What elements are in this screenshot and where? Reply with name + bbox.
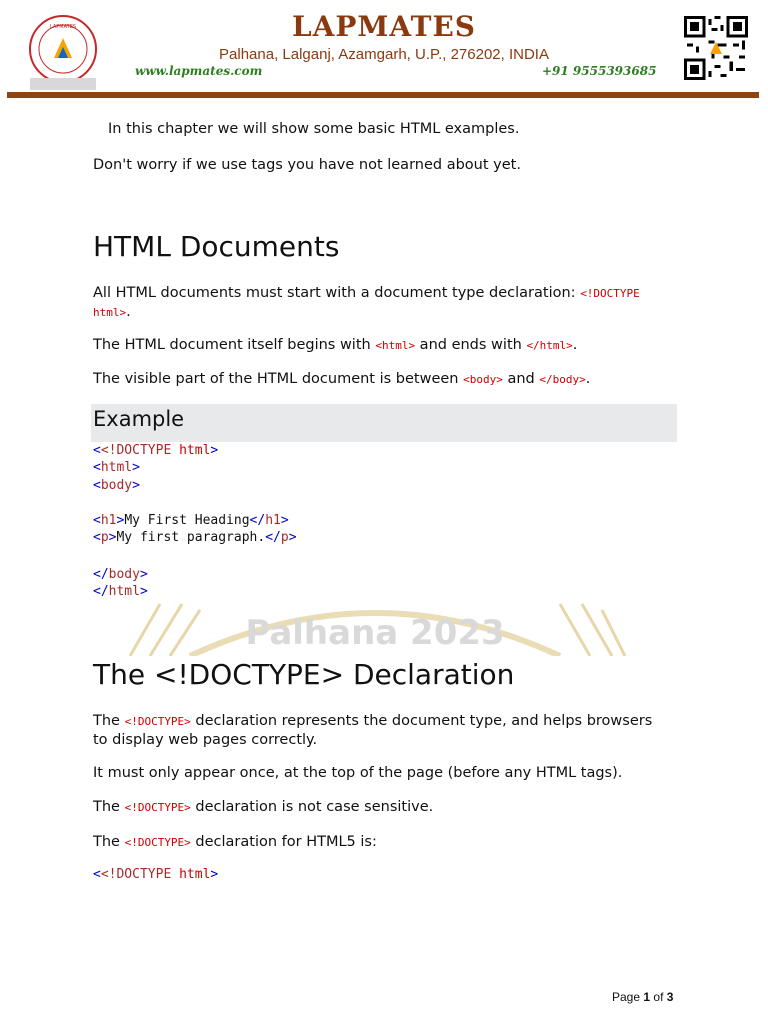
code-line-h1: <h1>My First Heading</h1> [93,513,289,528]
brand-title: LAPMATES [291,10,477,43]
code-line-html-open: <html> [93,460,140,475]
page-number: Page 1 of 3 [612,990,674,1004]
paragraph-html-begins-ends: The HTML document itself begins with <html> and ends with </html>. [93,337,578,353]
paragraph-case-sensitive: The <!DOCTYPE> declaration is not case sensitive. [93,799,434,815]
code-line-p: <p>My first paragraph.</p> [93,530,297,545]
phone-number: +91 9555393685 [542,64,657,78]
intro-line-1: In this chapter we will show some basic HTML examples. [108,121,520,137]
qr-code-icon [684,16,748,80]
code-line-body-close: </body> [93,567,148,582]
paragraph-html5-doctype: The <!DOCTYPE> declaration for HTML5 is: [93,834,377,850]
header-rule [7,92,759,98]
heading-doctype-declaration: The <!DOCTYPE> Declaration [93,658,515,691]
code-line-body-open: <body> [93,478,140,493]
heading-html-documents: HTML Documents [93,230,340,263]
address: Palhana, Lalganj, Azamgarh, U.P., 276202, INDIA [219,46,549,63]
logo-base [30,78,96,90]
watermark-seal [120,600,630,656]
paragraph-doctype-represents: The <!DOCTYPE> declaration represents the document type, and helps browsers to display web pages correctly. [93,713,653,748]
paragraph-doctype-requirement: All HTML documents must start with a document type declaration: <!DOCTYPE html>. [93,285,640,320]
example-title: Example [93,407,185,431]
svg-text:Palhana 2023: Palhana 2023 [245,613,505,653]
website-link[interactable]: www.lapmates.com [135,64,263,78]
code-line-html5-doctype: <<!DOCTYPE html> [93,867,219,882]
intro-line-2: Don't worry if we use tags you have not learned about yet. [93,157,521,173]
paragraph-visible-part: The visible part of the HTML document is between <body> and </body>. [93,371,591,387]
letterhead [0,0,768,100]
code-line-html-close: </html> [93,584,148,599]
svg-text:LAPMATES: LAPMATES [49,24,77,30]
paragraph-appear-once: It must only appear once, at the top of the page (before any HTML tags). [93,765,623,781]
code-line-doctype: <<!DOCTYPE html> [93,443,219,458]
